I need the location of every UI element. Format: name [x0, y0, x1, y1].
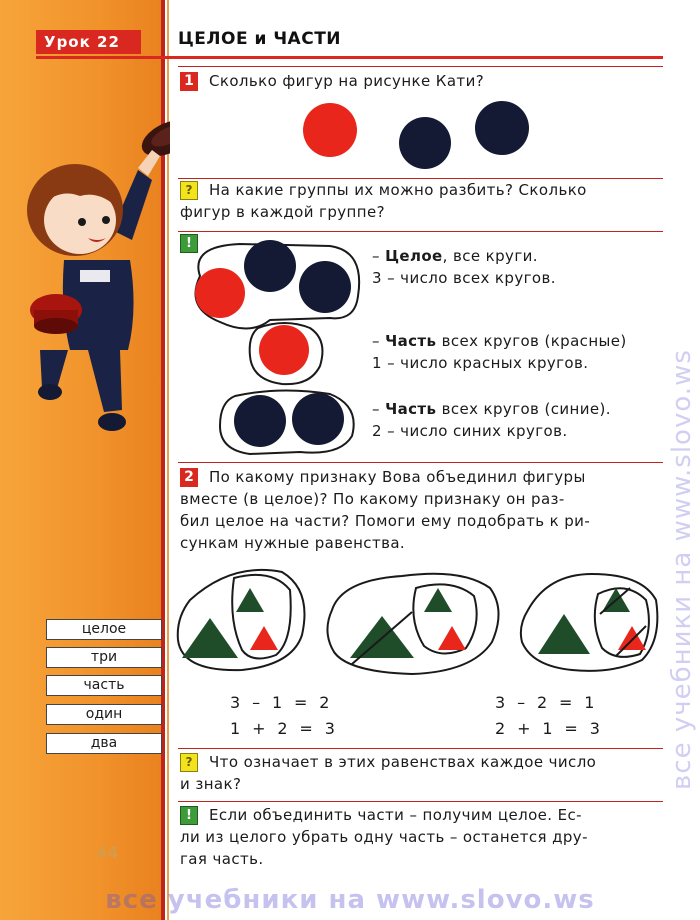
task-1-number: 1	[180, 72, 198, 91]
section-rule	[178, 231, 663, 232]
task-1-circles	[295, 100, 545, 170]
section-rule	[178, 748, 663, 749]
green-triangle	[182, 618, 238, 658]
word-label: целое	[46, 619, 162, 640]
info-icon: !	[180, 806, 198, 825]
equation-right-2: 2 + 1 = 3	[495, 719, 601, 738]
word-label: часть	[46, 675, 162, 696]
explanation-text: всех кругов (синие).	[436, 400, 611, 418]
explanation-1-line-2: 3 – число всех кругов.	[372, 269, 556, 287]
watermark-vertical	[664, 120, 698, 800]
explanation-bold: Целое	[385, 247, 443, 265]
task-2-hint-line-1: Что означает в этих равенствах каждое число	[209, 753, 597, 771]
task-2-text-line-4: сункам нужные равенства.	[180, 534, 406, 552]
whole-outline	[327, 574, 498, 674]
red-circle	[303, 103, 357, 157]
explanation-text: , все круги.	[442, 247, 538, 265]
section-rule	[178, 66, 663, 67]
info-icon: !	[180, 234, 198, 253]
triangles-diagram	[172, 560, 662, 680]
question-icon: ?	[180, 753, 198, 772]
rule-line-2: ли из целого убрать одну часть – останется дру-	[180, 828, 588, 846]
watermark-horizontal: все учебники на www.slovo.ws	[105, 885, 595, 915]
task-2-hint-line-2: и знак?	[180, 775, 242, 793]
task-2-text-line-2: вместе (в целое)? По какому признаку он раз-	[180, 490, 565, 508]
explanation-bold: Часть	[385, 332, 437, 350]
page-number: 44	[96, 843, 119, 862]
navy-circle	[475, 101, 529, 155]
explanation-3-line-2: 2 – число синих кругов.	[372, 422, 568, 440]
red-triangle	[438, 626, 466, 650]
explanation-1-line-1: – Целое, все круги.	[372, 247, 538, 265]
watermark-vertical-text: все учебники на www.slovo.ws	[667, 349, 697, 790]
equation-left-1: 3 – 1 = 2	[230, 693, 330, 712]
rule-line-3: гая часть.	[180, 850, 264, 868]
task-2-text-line-3: бил целое на части? Помоги ему подобрать к ри-	[180, 512, 591, 530]
green-triangle	[538, 614, 590, 654]
explanation-text: всех кругов (красные)	[436, 332, 627, 350]
explanation-bold: Часть	[385, 400, 437, 418]
explanation-3-line-1: – Часть всех кругов (синие).	[372, 400, 611, 418]
girl-illustration	[20, 110, 170, 440]
section-rule	[178, 462, 663, 463]
word-label: три	[46, 647, 162, 668]
title-rule	[36, 56, 663, 59]
explanation-2-line-1: – Часть всех кругов (красные)	[372, 332, 627, 350]
groups-diagram	[180, 236, 365, 461]
green-triangle	[236, 588, 264, 612]
equation-left-2: 1 + 2 = 3	[230, 719, 336, 738]
explanation-2-line-2: 1 – число красных кругов.	[372, 354, 589, 372]
question-icon: ?	[180, 181, 198, 200]
section-rule	[178, 178, 663, 179]
task-2-number: 2	[180, 468, 198, 487]
task-1-hint-line-2: фигур в каждой группе?	[180, 203, 385, 221]
whole-outline	[521, 574, 658, 671]
lesson-title: ЦЕЛОЕ и ЧАСТИ	[178, 29, 342, 49]
word-label: два	[46, 733, 162, 754]
task-1-hint-line-1: На какие группы их можно разбить? Сколько	[209, 181, 587, 199]
task-1-question: Сколько фигур на рисунке Кати?	[209, 72, 485, 90]
navy-circle	[399, 117, 451, 169]
lesson-badge: Урок 22	[36, 30, 141, 54]
section-rule	[178, 801, 663, 802]
green-triangle	[424, 588, 452, 612]
equation-right-1: 3 – 2 = 1	[495, 693, 595, 712]
rule-line-1: Если объединить части – получим целое. Ес-	[209, 806, 582, 824]
task-2-text-line-1: По какому признаку Вова объединил фигуры	[209, 468, 586, 486]
red-triangle	[250, 626, 278, 650]
word-label: один	[46, 704, 162, 725]
